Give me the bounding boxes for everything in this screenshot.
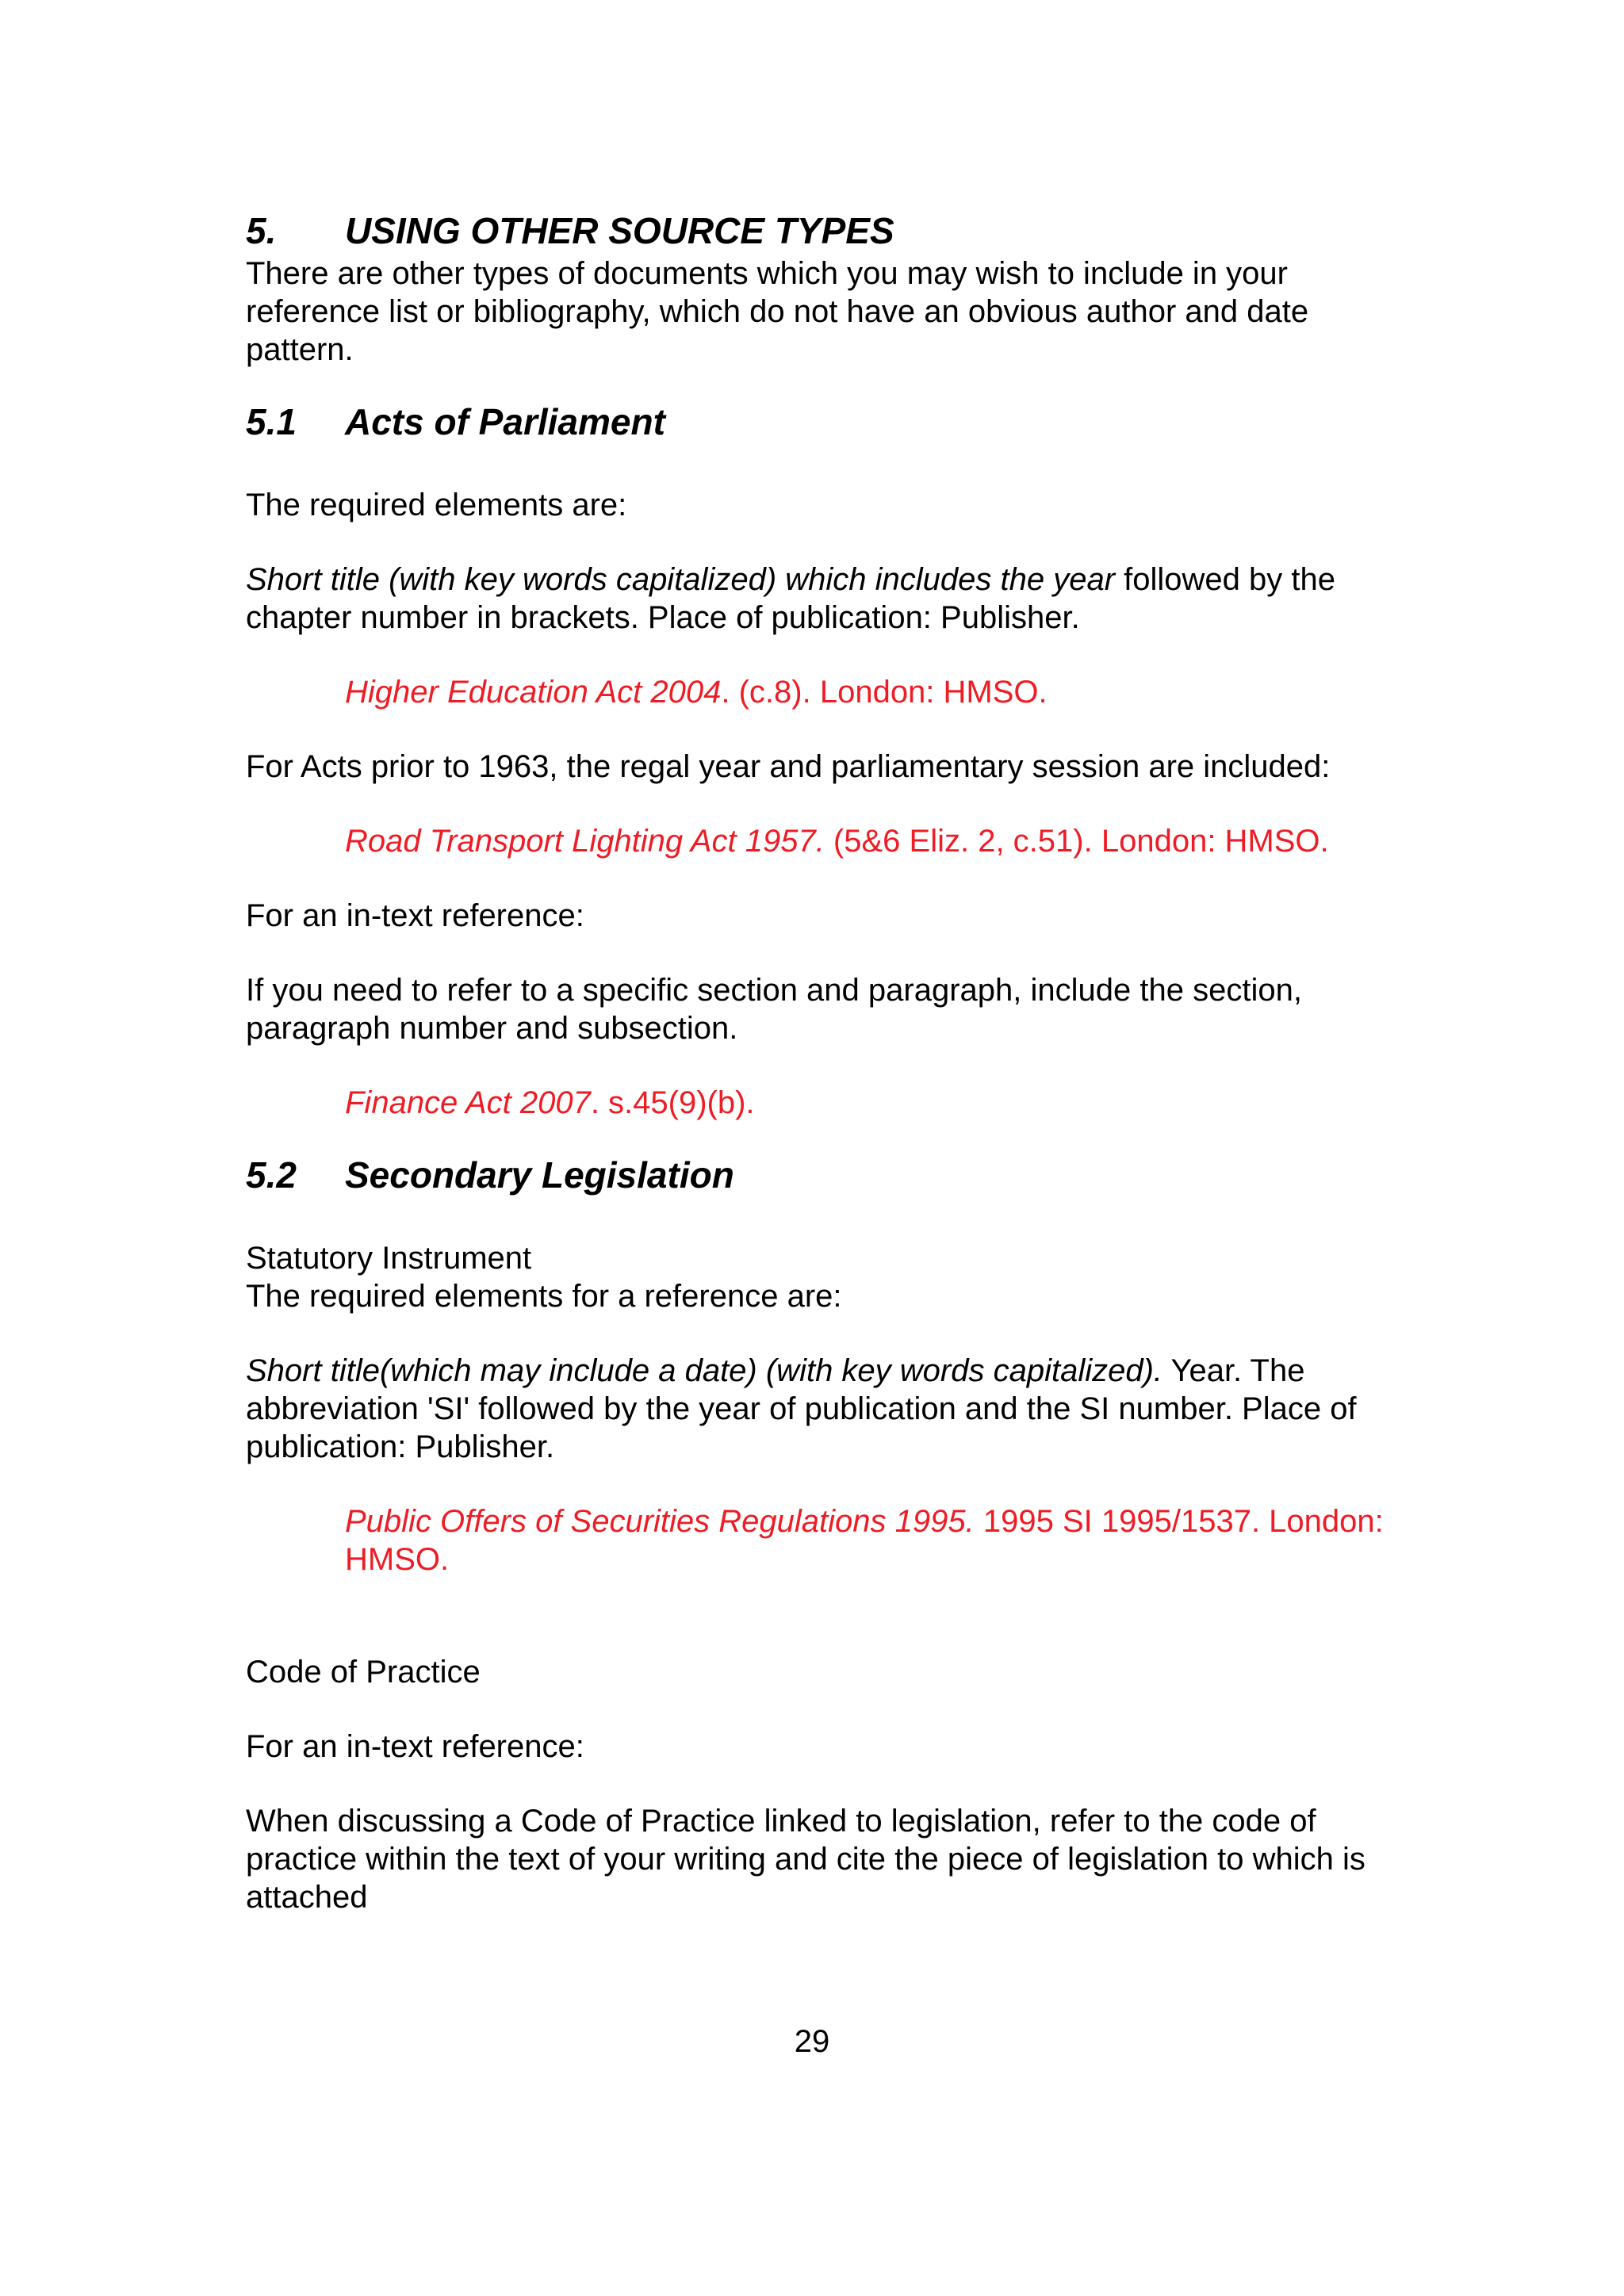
acts-format-description bbox=[246, 561, 1419, 637]
code-in-text-reference: For an in-text reference: bbox=[246, 1729, 584, 1764]
acts-in-text-reference: For an in-text reference: bbox=[246, 898, 584, 933]
section-5-intro: There are other types of documents which you may wish to include in your reference list or bibliography, which do not have an obvious author and date pattern. bbox=[246, 256, 1309, 367]
section-5-1-title: Acts of Parliament bbox=[345, 401, 665, 442]
code-of-practice-label: Code of Practice bbox=[246, 1655, 481, 1689]
si-example-public-offers bbox=[246, 1502, 1419, 1578]
section-5-number: 5. bbox=[246, 210, 277, 251]
section-5-1-heading bbox=[246, 399, 1419, 445]
si-format-description bbox=[246, 1352, 1419, 1466]
si-format-rest: Year. The abbreviation 'SI' followed by the year of publication and the SI number. Place of publication: Publisher. bbox=[246, 1353, 1357, 1464]
acts-required-elements: The required elements are: bbox=[246, 488, 627, 522]
acts-example1-rest: . (c.8). London: HMSO. bbox=[721, 675, 1048, 710]
si-example-rest: 1995 SI 1995/1537. London: HMSO. bbox=[345, 1504, 1384, 1577]
section-5-2-heading bbox=[246, 1152, 1419, 1198]
section-5-1-number: 5.1 bbox=[246, 401, 297, 442]
acts-prior-1963: For Acts prior to 1963, the regal year and parliamentary session are included: bbox=[246, 749, 1331, 784]
acts-example2-rest: (5&6 Eliz. 2, c.51). London: HMSO. bbox=[824, 824, 1329, 859]
acts-specific-section: If you need to refer to a specific section and paragraph, include the section, paragraph number and subsection. bbox=[246, 973, 1302, 1046]
section-5-title: USING OTHER SOURCE TYPES bbox=[345, 210, 894, 251]
page-content bbox=[246, 208, 1419, 1916]
acts-example3-rest: . s.45(9)(b). bbox=[590, 1085, 755, 1120]
acts-format-italic: Short title (with key words capitalized) which includes the year bbox=[246, 562, 1116, 597]
acts-example3-italic: Finance Act 2007 bbox=[345, 1085, 591, 1120]
section-5-2-title: Secondary Legislation bbox=[345, 1154, 734, 1196]
si-example-italic: Public Offers of Securities Regulations 1995. bbox=[345, 1504, 975, 1539]
acts-example-finance bbox=[246, 1084, 1419, 1122]
code-discussing: When discussing a Code of Practice linked to legislation, refer to the code of practice within the text of your writing and cite the piece of legislation to which is attached bbox=[246, 1804, 1365, 1915]
statutory-instrument-label: Statutory Instrument bbox=[246, 1241, 532, 1276]
acts-example2-italic: Road Transport Lighting Act 1957. bbox=[345, 824, 825, 859]
acts-example-road-transport bbox=[246, 822, 1419, 860]
section-5-heading bbox=[246, 208, 1419, 254]
acts-example-higher-education bbox=[246, 673, 1419, 711]
acts-format-rest: followed by the chapter number in brackets. Place of publication: Publisher. bbox=[246, 562, 1335, 635]
si-format-italic: Short title(which may include a date) (with key words capitalized). bbox=[246, 1353, 1163, 1388]
section-5-2-number: 5.2 bbox=[246, 1154, 297, 1196]
si-required-elements: The required elements for a reference are: bbox=[246, 1279, 842, 1314]
page-number: 29 bbox=[794, 2024, 830, 2059]
acts-example1-italic: Higher Education Act 2004 bbox=[345, 675, 722, 710]
